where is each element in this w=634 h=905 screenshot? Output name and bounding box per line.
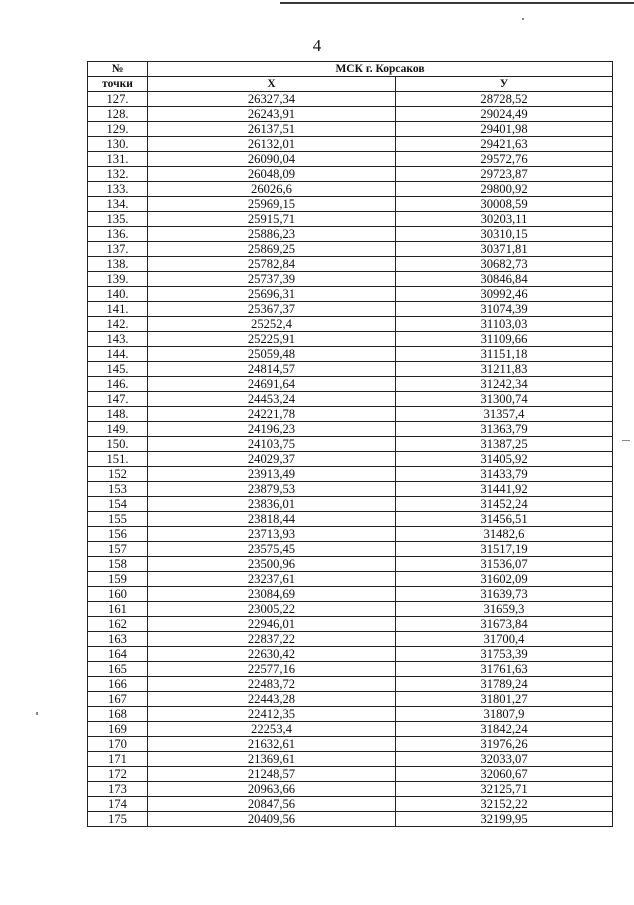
x-coordinate-cell: 23818,44 <box>148 512 396 527</box>
x-coordinate-cell: 26243,91 <box>148 107 396 122</box>
x-coordinate-cell: 26132,01 <box>148 137 396 152</box>
point-number-cell: 137. <box>88 242 148 257</box>
x-coordinate-cell: 21248,57 <box>148 767 396 782</box>
table-row <box>88 377 613 392</box>
point-number-cell: 165 <box>88 662 148 677</box>
x-coordinate-cell: 26026,6 <box>148 182 396 197</box>
table-row <box>88 347 613 362</box>
table-row <box>88 152 613 167</box>
x-coordinate-cell: 25225,91 <box>148 332 396 347</box>
x-coordinate-cell: 22837,22 <box>148 632 396 647</box>
x-coordinate-cell: 23575,45 <box>148 542 396 557</box>
y-coordinate-cell: 31761,63 <box>396 662 613 677</box>
x-coordinate-cell: 22483,72 <box>148 677 396 692</box>
x-coordinate-cell: 22443,28 <box>148 692 396 707</box>
point-number-cell: 141. <box>88 302 148 317</box>
x-coordinate-cell: 23713,93 <box>148 527 396 542</box>
scan-speck <box>36 712 38 715</box>
point-number-cell: 166 <box>88 677 148 692</box>
point-number-cell: 144. <box>88 347 148 362</box>
table-row <box>88 467 613 482</box>
x-coordinate-cell: 23500,96 <box>148 557 396 572</box>
point-number-cell: 168 <box>88 707 148 722</box>
point-number-cell: 133. <box>88 182 148 197</box>
point-number-cell: 164 <box>88 647 148 662</box>
table-row <box>88 662 613 677</box>
y-coordinate-cell: 32152,22 <box>396 797 613 812</box>
point-number-cell: 132. <box>88 167 148 182</box>
y-coordinate-cell: 30682,73 <box>396 257 613 272</box>
point-number-cell: 161 <box>88 602 148 617</box>
point-number-cell: 129. <box>88 122 148 137</box>
x-coordinate-cell: 24196,23 <box>148 422 396 437</box>
y-coordinate-cell: 30846,84 <box>396 272 613 287</box>
x-coordinate-cell: 24691,64 <box>148 377 396 392</box>
point-number-cell: 154 <box>88 497 148 512</box>
x-coordinate-cell: 25059,48 <box>148 347 396 362</box>
x-coordinate-cell: 25737,39 <box>148 272 396 287</box>
point-number-cell: 170 <box>88 737 148 752</box>
point-number-cell: 162 <box>88 617 148 632</box>
x-coordinate-cell: 25782,84 <box>148 257 396 272</box>
y-coordinate-cell: 31452,24 <box>396 497 613 512</box>
x-coordinate-cell: 22630,42 <box>148 647 396 662</box>
x-coordinate-cell: 24814,57 <box>148 362 396 377</box>
table-row <box>88 587 613 602</box>
point-number-cell: 130. <box>88 137 148 152</box>
y-coordinate-cell: 31387,25 <box>396 437 613 452</box>
scan-edge-line <box>280 2 634 4</box>
scan-speck <box>522 18 524 20</box>
x-coordinate-cell: 26048,09 <box>148 167 396 182</box>
y-coordinate-cell: 32060,67 <box>396 767 613 782</box>
point-number-cell: 163 <box>88 632 148 647</box>
x-coordinate-cell: 25696,31 <box>148 287 396 302</box>
point-number-cell: 128. <box>88 107 148 122</box>
x-coordinate-cell: 21632,61 <box>148 737 396 752</box>
x-coordinate-cell: 25969,15 <box>148 197 396 212</box>
table-row <box>88 602 613 617</box>
table-row <box>88 92 613 107</box>
y-coordinate-cell: 31753,39 <box>396 647 613 662</box>
point-number-cell: 140. <box>88 287 148 302</box>
x-coordinate-cell: 22946,01 <box>148 617 396 632</box>
table-row <box>88 722 613 737</box>
table-row <box>88 782 613 797</box>
table-header-row <box>88 77 613 92</box>
x-coordinate-cell: 24221,78 <box>148 407 396 422</box>
table-row <box>88 302 613 317</box>
point-number-cell: 171 <box>88 752 148 767</box>
x-coordinate-cell: 26137,51 <box>148 122 396 137</box>
table-row <box>88 632 613 647</box>
table-row <box>88 512 613 527</box>
y-coordinate-cell: 31074,39 <box>396 302 613 317</box>
x-coordinate-cell: 21369,61 <box>148 752 396 767</box>
y-coordinate-cell: 30008,59 <box>396 197 613 212</box>
x-coordinate-cell: 24453,24 <box>148 392 396 407</box>
y-coordinate-cell: 31807,9 <box>396 707 613 722</box>
x-coordinate-cell: 25869,25 <box>148 242 396 257</box>
y-coordinate-cell: 31300,74 <box>396 392 613 407</box>
point-number-cell: 172 <box>88 767 148 782</box>
table-row <box>88 542 613 557</box>
point-number-cell: 153 <box>88 482 148 497</box>
x-coordinate-cell: 23237,61 <box>148 572 396 587</box>
x-coordinate-cell: 25367,37 <box>148 302 396 317</box>
point-number-cell: 152 <box>88 467 148 482</box>
y-coordinate-cell: 29800,92 <box>396 182 613 197</box>
point-number-cell: 167 <box>88 692 148 707</box>
coordinates-table <box>87 61 613 827</box>
table-row <box>88 212 613 227</box>
y-coordinate-cell: 31211,83 <box>396 362 613 377</box>
point-number-cell: 160 <box>88 587 148 602</box>
y-coordinate-cell: 29723,87 <box>396 167 613 182</box>
x-coordinate-cell: 26090,04 <box>148 152 396 167</box>
table-row <box>88 362 613 377</box>
point-number-cell: 139. <box>88 272 148 287</box>
table-row <box>88 107 613 122</box>
y-coordinate-cell: 31109,66 <box>396 332 613 347</box>
y-coordinate-cell: 31602,09 <box>396 572 613 587</box>
point-number-cell: 134. <box>88 197 148 212</box>
point-number-cell: 148. <box>88 407 148 422</box>
table-row <box>88 182 613 197</box>
y-coordinate-cell: 31441,92 <box>396 482 613 497</box>
point-number-cell: 145. <box>88 362 148 377</box>
table-row <box>88 407 613 422</box>
point-number-cell: 174 <box>88 797 148 812</box>
x-coordinate-cell: 22577,16 <box>148 662 396 677</box>
table-row <box>88 527 613 542</box>
table-row <box>88 692 613 707</box>
table-row <box>88 812 613 827</box>
header-x: X <box>148 77 396 92</box>
table-row <box>88 422 613 437</box>
y-coordinate-cell: 31433,79 <box>396 467 613 482</box>
table-row <box>88 617 613 632</box>
table-row <box>88 287 613 302</box>
point-number-cell: 159 <box>88 572 148 587</box>
point-number-cell: 131. <box>88 152 148 167</box>
y-coordinate-cell: 31357,4 <box>396 407 613 422</box>
table-row <box>88 227 613 242</box>
point-number-cell: 149. <box>88 422 148 437</box>
x-coordinate-cell: 23084,69 <box>148 587 396 602</box>
y-coordinate-cell: 32033,07 <box>396 752 613 767</box>
y-coordinate-cell: 31242,34 <box>396 377 613 392</box>
y-coordinate-cell: 29572,76 <box>396 152 613 167</box>
y-coordinate-cell: 31801,27 <box>396 692 613 707</box>
x-coordinate-cell: 24029,37 <box>148 452 396 467</box>
x-coordinate-cell: 23913,49 <box>148 467 396 482</box>
point-number-cell: 135. <box>88 212 148 227</box>
y-coordinate-cell: 31789,24 <box>396 677 613 692</box>
table-row <box>88 437 613 452</box>
x-coordinate-cell: 23836,01 <box>148 497 396 512</box>
header-no: № <box>88 62 148 77</box>
y-coordinate-cell: 31639,73 <box>396 587 613 602</box>
y-coordinate-cell: 30203,11 <box>396 212 613 227</box>
table-row <box>88 677 613 692</box>
table-row <box>88 767 613 782</box>
point-number-cell: 169 <box>88 722 148 737</box>
header-coordinate-system: МСК г. Корсаков <box>148 62 613 77</box>
y-coordinate-cell: 31700,4 <box>396 632 613 647</box>
header-point: точки <box>88 77 148 92</box>
y-coordinate-cell: 31659,3 <box>396 602 613 617</box>
point-number-cell: 147. <box>88 392 148 407</box>
y-coordinate-cell: 31482,6 <box>396 527 613 542</box>
point-number-cell: 142. <box>88 317 148 332</box>
x-coordinate-cell: 25915,71 <box>148 212 396 227</box>
point-number-cell: 136. <box>88 227 148 242</box>
y-coordinate-cell: 28728,52 <box>396 92 613 107</box>
table-row <box>88 797 613 812</box>
header-y: У <box>396 77 613 92</box>
point-number-cell: 138. <box>88 257 148 272</box>
table-row <box>88 452 613 467</box>
table-row <box>88 272 613 287</box>
x-coordinate-cell: 26327,34 <box>148 92 396 107</box>
point-number-cell: 151. <box>88 452 148 467</box>
point-number-cell: 173 <box>88 782 148 797</box>
x-coordinate-cell: 20963,66 <box>148 782 396 797</box>
table-row <box>88 122 613 137</box>
x-coordinate-cell: 22412,35 <box>148 707 396 722</box>
y-coordinate-cell: 29421,63 <box>396 137 613 152</box>
table-row <box>88 752 613 767</box>
table-row <box>88 482 613 497</box>
x-coordinate-cell: 20847,56 <box>148 797 396 812</box>
point-number-cell: 143. <box>88 332 148 347</box>
table-row <box>88 197 613 212</box>
y-coordinate-cell: 32199,95 <box>396 812 613 827</box>
table-row <box>88 392 613 407</box>
y-coordinate-cell: 31536,07 <box>396 557 613 572</box>
y-coordinate-cell: 31976,26 <box>396 737 613 752</box>
x-coordinate-cell: 25886,23 <box>148 227 396 242</box>
table-row <box>88 647 613 662</box>
point-number-cell: 175 <box>88 812 148 827</box>
table-row <box>88 317 613 332</box>
table-row <box>88 332 613 347</box>
table-header-row <box>88 62 613 77</box>
point-number-cell: 155 <box>88 512 148 527</box>
y-coordinate-cell: 31456,51 <box>396 512 613 527</box>
table-row <box>88 257 613 272</box>
x-coordinate-cell: 25252,4 <box>148 317 396 332</box>
x-coordinate-cell: 24103,75 <box>148 437 396 452</box>
table-row <box>88 497 613 512</box>
x-coordinate-cell: 23005,22 <box>148 602 396 617</box>
scan-speck <box>622 440 630 441</box>
table-body <box>88 92 613 827</box>
point-number-cell: 156 <box>88 527 148 542</box>
y-coordinate-cell: 30992,46 <box>396 287 613 302</box>
point-number-cell: 146. <box>88 377 148 392</box>
x-coordinate-cell: 22253,4 <box>148 722 396 737</box>
point-number-cell: 158 <box>88 557 148 572</box>
point-number-cell: 150. <box>88 437 148 452</box>
table-row <box>88 137 613 152</box>
y-coordinate-cell: 31517,19 <box>396 542 613 557</box>
table-row <box>88 167 613 182</box>
y-coordinate-cell: 31151,18 <box>396 347 613 362</box>
table-row <box>88 557 613 572</box>
point-number-cell: 157 <box>88 542 148 557</box>
y-coordinate-cell: 31103,03 <box>396 317 613 332</box>
point-number-cell: 127. <box>88 92 148 107</box>
page-number: 4 <box>312 36 322 55</box>
y-coordinate-cell: 31405,92 <box>396 452 613 467</box>
y-coordinate-cell: 31673,84 <box>396 617 613 632</box>
table-row <box>88 737 613 752</box>
x-coordinate-cell: 20409,56 <box>148 812 396 827</box>
y-coordinate-cell: 30371,81 <box>396 242 613 257</box>
table-row <box>88 242 613 257</box>
y-coordinate-cell: 30310,15 <box>396 227 613 242</box>
table-row <box>88 707 613 722</box>
y-coordinate-cell: 31363,79 <box>396 422 613 437</box>
y-coordinate-cell: 31842,24 <box>396 722 613 737</box>
x-coordinate-cell: 23879,53 <box>148 482 396 497</box>
y-coordinate-cell: 32125,71 <box>396 782 613 797</box>
y-coordinate-cell: 29024,49 <box>396 107 613 122</box>
y-coordinate-cell: 29401,98 <box>396 122 613 137</box>
table-row <box>88 572 613 587</box>
